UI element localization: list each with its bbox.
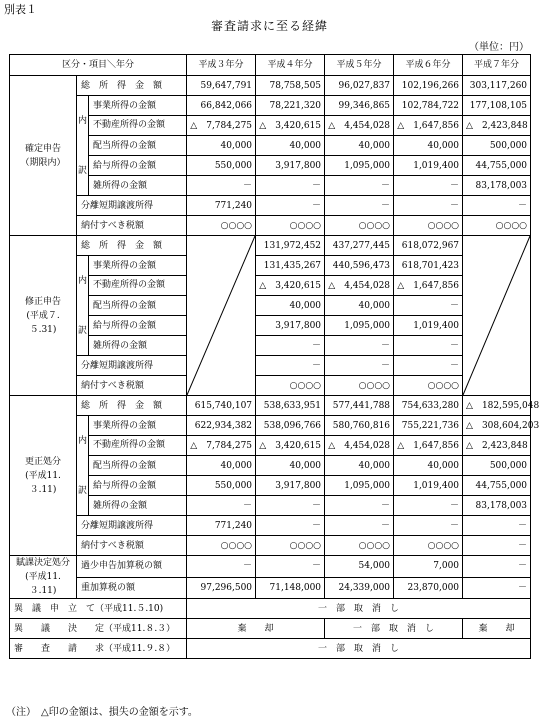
- cell: ○○○○: [325, 376, 394, 396]
- cell: 618,072,967: [394, 236, 463, 256]
- section-fuka: [10, 556, 77, 599]
- cell: 棄 却: [187, 619, 325, 639]
- row-label-haito: 配当所得の金額: [89, 296, 187, 316]
- cell: －: [256, 496, 325, 516]
- section-name: 賦課決定処分: [15, 558, 70, 568]
- breakdown-marker: [77, 256, 89, 356]
- cell: －: [325, 516, 394, 536]
- section-shusei: [10, 236, 77, 396]
- cell: －: [325, 336, 394, 356]
- cell: 102,196,266: [394, 76, 463, 96]
- cell: 59,647,791: [187, 76, 256, 96]
- cell: 1,095,000: [325, 476, 394, 496]
- cell: 83,178,003: [463, 496, 531, 516]
- cell: ○○○○: [463, 216, 531, 236]
- wake-label: 訳: [77, 325, 87, 336]
- cell: 40,000: [325, 136, 394, 156]
- header-category: 区分・項目＼年分: [10, 55, 187, 76]
- cell: 一 部 取 消 し: [187, 639, 531, 659]
- cell: ○○○○: [325, 536, 394, 556]
- table-row: [10, 316, 531, 336]
- cell: －: [256, 516, 325, 536]
- section-sub: （期限内）: [20, 157, 66, 168]
- table-row: [10, 619, 531, 639]
- row-label-kyuyo: 給与所得の金額: [89, 156, 187, 176]
- cell: －: [325, 196, 394, 216]
- cell: －: [187, 176, 256, 196]
- cell: △ 3,420,615: [256, 276, 325, 296]
- cell: △ 1,647,856: [394, 116, 463, 136]
- breakdown-marker: [77, 416, 89, 516]
- cell: 615,740,107: [187, 396, 256, 416]
- table-row: [10, 476, 531, 496]
- row-label-bunri: 分離短期譲渡所得: [77, 516, 187, 536]
- cell: 580,760,816: [325, 416, 394, 436]
- cell: －: [256, 356, 325, 376]
- table-row: [10, 496, 531, 516]
- cell: 131,972,452: [256, 236, 325, 256]
- cell: 97,296,500: [187, 577, 256, 599]
- cell: 40,000: [394, 456, 463, 476]
- table-row: [10, 236, 531, 256]
- cell: －: [325, 356, 394, 376]
- header-h4: 平成４年分: [256, 55, 325, 76]
- row-label-bunri: 分離短期譲渡所得: [77, 196, 187, 216]
- cell: ○○○○: [256, 376, 325, 396]
- row-label-total: 総 所 得 金 額: [77, 76, 187, 96]
- cell: 303,117,260: [463, 76, 531, 96]
- cell: △ 4,454,028: [325, 116, 394, 136]
- cell: 40,000: [187, 136, 256, 156]
- table-row: [10, 536, 531, 556]
- cell: 78,221,320: [256, 96, 325, 116]
- cell: 40,000: [394, 136, 463, 156]
- row-label-nofu: 納付すべき税額: [77, 216, 187, 236]
- table-row: [10, 76, 531, 96]
- row-label-jigyo: 事業所得の金額: [89, 96, 187, 116]
- row-label-kyuyo: 給与所得の金額: [89, 316, 187, 336]
- cell: △ 7,784,275: [187, 116, 256, 136]
- row-label-kyuyo: 給与所得の金額: [89, 476, 187, 496]
- cell: 538,096,766: [256, 416, 325, 436]
- cell: 44,755,000: [463, 476, 531, 496]
- cell: ○○○○: [256, 216, 325, 236]
- section-name: 修正申告: [24, 296, 61, 307]
- cell: 3,917,800: [256, 316, 325, 336]
- cell: －: [463, 536, 531, 556]
- cell: 24,339,000: [325, 577, 394, 599]
- row-label-fudosan: 不動産所得の金額: [89, 116, 187, 136]
- cell: △ 3,420,615: [256, 436, 325, 456]
- document-title: 審査請求に至る経緯: [210, 19, 328, 33]
- cell: 棄 却: [463, 619, 531, 639]
- table-row: [10, 577, 531, 599]
- cell: 102,784,722: [394, 96, 463, 116]
- table-row: [10, 156, 531, 176]
- cell: －: [463, 556, 531, 578]
- row-label-jigyo: 事業所得の金額: [89, 256, 187, 276]
- cell: 1,019,400: [394, 156, 463, 176]
- cell: －: [394, 336, 463, 356]
- cell: 755,221,736: [394, 416, 463, 436]
- section-kakutei: [10, 76, 77, 236]
- cell: 131,435,267: [256, 256, 325, 276]
- cell: ○○○○: [187, 216, 256, 236]
- table-row: [10, 396, 531, 416]
- cell: 23,870,000: [394, 577, 463, 599]
- table-row: [10, 176, 531, 196]
- row-label-haito: 配当所得の金額: [89, 456, 187, 476]
- cell: 71,148,000: [256, 577, 325, 599]
- cell: 550,000: [187, 156, 256, 176]
- cell: ○○○○: [394, 216, 463, 236]
- header-h6: 平成６年分: [394, 55, 463, 76]
- cell: △ 4,454,028: [325, 436, 394, 456]
- row-label-jukasanzei: 重加算税の額: [77, 577, 187, 599]
- cell: －: [394, 196, 463, 216]
- row-label-fudosan: 不動産所得の金額: [89, 276, 187, 296]
- table-row: [10, 196, 531, 216]
- cell: 54,000: [325, 556, 394, 578]
- empty-cell-h3: [187, 236, 256, 396]
- cell: 40,000: [256, 296, 325, 316]
- cell: 一 部 取 消 し: [325, 619, 463, 639]
- cell: 550,000: [187, 476, 256, 496]
- table-row: [10, 336, 531, 356]
- uchi-label: 内: [77, 275, 87, 286]
- cell: 44,755,000: [463, 156, 531, 176]
- cell: 771,240: [187, 516, 256, 536]
- table-row: [10, 516, 531, 536]
- cell: 500,000: [463, 456, 531, 476]
- cell: 1,019,400: [394, 316, 463, 336]
- cell: －: [256, 556, 325, 578]
- header-h5: 平成５年分: [325, 55, 394, 76]
- cell: －: [256, 176, 325, 196]
- table-row: [10, 116, 531, 136]
- cell: 1,095,000: [325, 156, 394, 176]
- cell: 577,441,788: [325, 396, 394, 416]
- cell: △ 2,423,848: [463, 436, 531, 456]
- cell: 3,917,800: [256, 156, 325, 176]
- row-label-total: 総 所 得 金 額: [77, 236, 187, 256]
- row-label-zatsu: 雑所得の金額: [89, 176, 187, 196]
- cell: 754,633,280: [394, 396, 463, 416]
- cell: 99,346,865: [325, 96, 394, 116]
- cell: 538,633,951: [256, 396, 325, 416]
- cell: 40,000: [325, 456, 394, 476]
- section-sub: (平成11.３.11): [25, 470, 61, 495]
- cell: ○○○○: [256, 536, 325, 556]
- table-row: [10, 216, 531, 236]
- row-label-nofu: 納付すべき税額: [77, 376, 187, 396]
- table-row: [10, 276, 531, 296]
- uchi-label: 内: [77, 435, 87, 446]
- wake-label: 訳: [77, 485, 87, 496]
- cell: △ 3,420,615: [256, 116, 325, 136]
- cell: 78,758,505: [256, 76, 325, 96]
- table-row: [10, 556, 531, 578]
- row-label-kashozei: 過少申告加算税の額: [77, 556, 187, 578]
- cell: －: [394, 296, 463, 316]
- row-label-fudosan: 不動産所得の金額: [89, 436, 187, 456]
- table-row: [10, 356, 531, 376]
- cell: 618,701,423: [394, 256, 463, 276]
- section-name: 確定申告: [24, 143, 61, 154]
- cell: 1,095,000: [325, 316, 394, 336]
- cell: 1,019,400: [394, 476, 463, 496]
- cell: 96,027,837: [325, 76, 394, 96]
- cell: －: [463, 577, 531, 599]
- cell: 437,277,445: [325, 236, 394, 256]
- cell: ○○○○: [394, 536, 463, 556]
- cell: －: [394, 176, 463, 196]
- cell: 一 部 取 消 し: [187, 599, 531, 619]
- cell: △ 4,454,028: [325, 276, 394, 296]
- cell: －: [463, 196, 531, 216]
- cell: △ 182,595,048: [463, 396, 531, 416]
- cell: 440,596,473: [325, 256, 394, 276]
- cell: －: [394, 356, 463, 376]
- table-row: [10, 456, 531, 476]
- uchi-label: 内: [77, 115, 87, 126]
- cell: 40,000: [256, 456, 325, 476]
- cell: 40,000: [256, 136, 325, 156]
- cell: 83,178,003: [463, 176, 531, 196]
- cell: －: [325, 496, 394, 516]
- section-sub: (平成７.５.31): [26, 310, 60, 335]
- cell: －: [256, 196, 325, 216]
- table-row: [10, 256, 531, 276]
- cell: 66,842,066: [187, 96, 256, 116]
- cell: 177,108,105: [463, 96, 531, 116]
- appendix-label: 別表１: [4, 3, 37, 16]
- table-row: [10, 436, 531, 456]
- cell: 7,000: [394, 556, 463, 578]
- row-label-haito: 配当所得の金額: [89, 136, 187, 156]
- cell: △ 1,647,856: [394, 276, 463, 296]
- cell: －: [394, 496, 463, 516]
- table-row: [10, 96, 531, 116]
- cell: －: [187, 496, 256, 516]
- section-name: 更正処分: [24, 456, 61, 467]
- cell: △ 7,784,275: [187, 436, 256, 456]
- row-label-jigyo: 事業所得の金額: [89, 416, 187, 436]
- row-label-total: 総 所 得 金 額: [77, 396, 187, 416]
- table-row: [10, 376, 531, 396]
- row-label-igi-moushitate: 異 議 申 立 て（平成11.５.10): [10, 599, 187, 619]
- cell: △ 2,423,848: [463, 116, 531, 136]
- row-label-zatsu: 雑所得の金額: [89, 496, 187, 516]
- cell: ○○○○: [325, 216, 394, 236]
- cell: 771,240: [187, 196, 256, 216]
- section-sub: (平成11.３.11): [25, 572, 61, 596]
- row-label-nofu: 納付すべき税額: [77, 536, 187, 556]
- table-row: [10, 599, 531, 619]
- cell: ○○○○: [187, 536, 256, 556]
- header-h3: 平成３年分: [187, 55, 256, 76]
- cell: －: [187, 556, 256, 578]
- row-label-igi-kettei: 異 議 決 定（平成11.８.３）: [10, 619, 187, 639]
- cell: 500,000: [463, 136, 531, 156]
- cell: 40,000: [325, 296, 394, 316]
- cell: △ 308,604,203: [463, 416, 531, 436]
- cell: ○○○○: [394, 376, 463, 396]
- cell: △ 1,647,856: [394, 436, 463, 456]
- cell: －: [325, 176, 394, 196]
- cell: －: [463, 516, 531, 536]
- row-label-bunri: 分離短期譲渡所得: [77, 356, 187, 376]
- breakdown-marker: [77, 96, 89, 196]
- section-kosei: [10, 396, 77, 556]
- cell: 40,000: [187, 456, 256, 476]
- empty-cell-h7: [463, 236, 531, 396]
- diagonal-strike: [187, 236, 255, 395]
- header-row: [10, 55, 531, 76]
- table-row: [10, 296, 531, 316]
- footnote: （注） △印の金額は、損失の金額を示す。: [6, 707, 198, 718]
- wake-label: 訳: [77, 165, 87, 176]
- table-row: [10, 136, 531, 156]
- cell: 3,917,800: [256, 476, 325, 496]
- cell: －: [256, 336, 325, 356]
- cell: －: [394, 516, 463, 536]
- unit-note: （単位：円）: [469, 42, 529, 53]
- cell: 622,934,382: [187, 416, 256, 436]
- history-table: [9, 54, 539, 659]
- table-row: [10, 416, 531, 436]
- header-h7: 平成７年分: [463, 55, 531, 76]
- row-label-zatsu: 雑所得の金額: [89, 336, 187, 356]
- row-label-shinsa: 審 査 請 求（平成11.９.８）: [10, 639, 187, 659]
- table-row: [10, 639, 531, 659]
- diagonal-strike: [463, 236, 530, 395]
